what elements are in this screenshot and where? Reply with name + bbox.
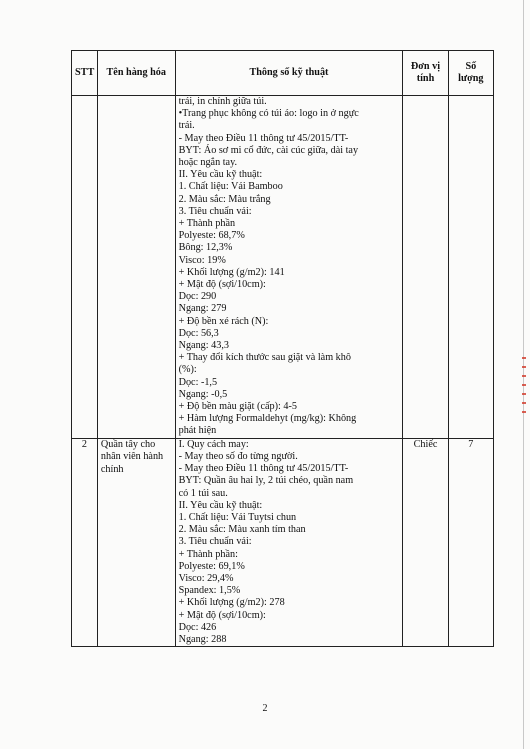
- row1-spec-line: •Trang phục không có túi áo: logo in ở ngực: [178, 108, 359, 120]
- row1-spec-line: Polyeste: 68,7%: [178, 230, 245, 242]
- red-stamp-mark-icon: [518, 350, 530, 440]
- row2-spec-line: Visco: 29,4%: [178, 572, 234, 584]
- row2-spec-line: Ngang: 288: [178, 633, 227, 645]
- table-row: [72, 438, 494, 646]
- row1-spec-line: + Mật độ (sợi/10cm):: [178, 279, 266, 291]
- row2-qty-cell: 7: [448, 438, 493, 646]
- row1-spec-line: Bông: 12,3%: [178, 242, 233, 254]
- row1-spec-line: Ngang: 43,3: [178, 340, 229, 352]
- row1-spec-line: Ngang: -0,5: [178, 388, 228, 400]
- row2-spec-line: + Thành phần:: [178, 548, 238, 560]
- row1-spec-line: + Hàm lượng Formaldehyt (mg/kg): Không: [178, 413, 357, 425]
- row2-spec-line: - May theo Điều 11 thông tư 45/2015/TT-: [178, 463, 349, 475]
- row1-spec-line: Dọc: 290: [178, 291, 217, 303]
- row2-spec-line: 2. Màu sắc: Màu xanh tím than: [178, 524, 306, 536]
- row1-spec-line: + Khối lượng (g/m2): 141: [178, 266, 285, 278]
- row2-spec-line: Spandex: 1,5%: [178, 585, 241, 597]
- row2-spec-line: + Khối lượng (g/m2): 278: [178, 597, 285, 609]
- row1-name-cell: [97, 96, 175, 439]
- table-row: [72, 96, 494, 439]
- row1-spec-line: 1. Chất liệu: Vải Bamboo: [178, 181, 283, 193]
- header-specification: Thông số kỹ thuật: [175, 51, 403, 96]
- row1-spec-line: Visco: 19%: [178, 254, 226, 266]
- row1-spec-line: Dọc: -1,5: [178, 376, 218, 388]
- row1-spec-line: (%):: [178, 364, 197, 376]
- row1-spec-line: - May theo Điều 11 thông tư 45/2015/TT-: [178, 132, 349, 144]
- row1-spec-line: 2. Màu sắc: Màu trắng: [178, 193, 271, 205]
- table-header-row: [72, 51, 494, 96]
- row1-spec-line: + Thay đổi kích thước sau giặt và làm khô: [178, 352, 351, 364]
- row1-unit-cell: [403, 96, 448, 439]
- row2-stt-cell: 2: [72, 438, 98, 646]
- row2-spec-line: BYT: Quần âu hai ly, 2 túi chéo, quần nam: [178, 475, 354, 487]
- row2-spec-line: I. Quy cách may:: [178, 438, 249, 450]
- row1-spec-line: Dọc: 56,3: [178, 327, 219, 339]
- row1-stt-cell: [72, 96, 98, 439]
- row1-spec-cell: [175, 96, 403, 439]
- row1-spec-line: II. Yêu cầu kỹ thuật:: [178, 169, 263, 181]
- header-stt: STT: [72, 51, 98, 96]
- row1-spec-line: hoặc ngắn tay.: [178, 157, 238, 169]
- row2-spec-line: - May theo số đo từng người.: [178, 450, 298, 462]
- row2-spec-line: có 1 túi sau.: [178, 487, 228, 499]
- row2-spec-line: II. Yêu cầu kỹ thuật:: [178, 499, 263, 511]
- header-quantity: Số lượng: [448, 51, 493, 96]
- header-item-name: Tên hàng hóa: [97, 51, 175, 96]
- row1-spec-line: Ngang: 279: [178, 303, 227, 315]
- row2-unit-cell: Chiếc: [403, 438, 448, 646]
- spec-table: [71, 50, 494, 647]
- header-unit: Đơn vị tính: [403, 51, 448, 96]
- page-number: 2: [262, 703, 268, 714]
- row2-spec-line: Polyeste: 69,1%: [178, 560, 245, 572]
- row2-spec-line: Dọc: 426: [178, 621, 217, 633]
- row2-spec-cell: [175, 438, 403, 646]
- row1-spec-line: + Độ bền xé rách (N):: [178, 315, 269, 327]
- row1-qty-cell: [448, 96, 493, 439]
- row2-spec-line: 3. Tiêu chuẩn vải:: [178, 536, 252, 548]
- row1-spec-line: trái.: [178, 120, 195, 132]
- row2-spec-line: 1. Chất liệu: Vải Tuytsi chun: [178, 511, 297, 523]
- row1-spec-line: + Độ bền màu giặt (cấp): 4-5: [178, 401, 297, 413]
- row2-name-cell: Quần tây cho nhân viên hành chính: [97, 438, 175, 646]
- row1-spec-line: 3. Tiêu chuẩn vải:: [178, 205, 252, 217]
- row1-spec-line: + Thành phần: [178, 218, 236, 230]
- row1-spec-line: BYT: Áo sơ mi cổ đức, cài cúc giữa, dài tay: [178, 144, 359, 156]
- row2-spec-line: + Mật độ (sợi/10cm):: [178, 609, 266, 621]
- row1-spec-line: trái, in chính giữa túi.: [178, 96, 267, 107]
- row1-spec-line: phát hiện: [178, 425, 217, 437]
